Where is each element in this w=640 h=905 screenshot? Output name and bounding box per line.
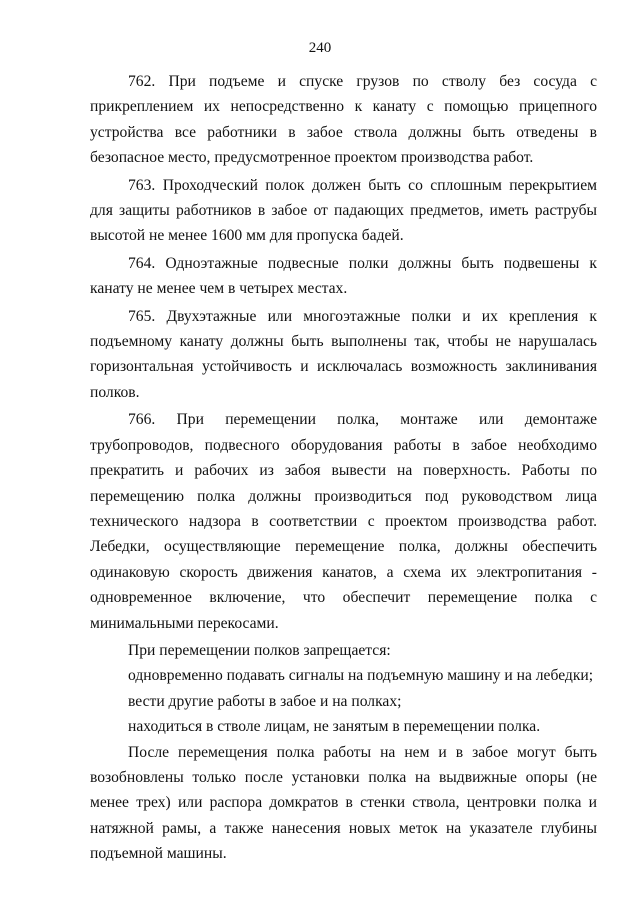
document-body	[90, 69, 597, 869]
paragraph-765: 765. Двухэтажные или многоэтажные полки и их крепления к подъемному канату должны быть выполнены так, чтобы не нарушалась горизонтальная устойчивость и исключалась возможность заклинивания полков.	[90, 307, 597, 401]
paragraph-764: 764. Одноэтажные подвесные полки должны быть подвешены к канату не менее чем в четырех местах.	[90, 254, 597, 298]
paragraph-763: 763. Проходческий полок должен быть со сплошным перекрытием для защиты работников в забое от падающих предметов, иметь раструбы высотой не менее 1600 мм для пропуска бадей.	[90, 176, 597, 245]
paragraph-762: 762. При подъеме и спуске грузов по стволу без сосуда с прикреплением их непосредственно к канату с помощью прицепного устройства все работники в забое ствола должны быть отведены в безопасное место, предусмотренное проектом производства работ.	[90, 73, 597, 167]
paragraph-766: 766. При перемещении полка, монтаже или демонтаже трубопроводов, подвесного оборудования работы в забое необходимо прекратить и рабочих из забоя вывести на поверхность. Работы по перемещению полка должны производиться под руководством лица технического надзора в соответствии с проектом производства работ. Лебедки, осуществляющие перемещение полка, должны обеспечить одинаковую скорость движения канатов, а схема их электропитания - одновременное включение, что обеспечит перемещение полка с минимальными перекосами.	[90, 411, 597, 632]
page-number: 240	[308, 40, 332, 56]
prohibition-item: находиться в стволе лицам, не занятым в перемещении полка.	[128, 718, 541, 736]
final-paragraph: После перемещения полка работы на нем и в забое могут быть возобновлены только после установки полка на выдвижные опоры (не менее трех) или распора домкратов в стенки ствола, центровки полка и натяжной рамы, а также нанесения новых меток на указателе глубины подъемной машины.	[90, 743, 597, 863]
prohibition-item: одновременно подавать сигналы на подъемную машину и на лебедки;	[128, 667, 594, 685]
prohibition-item: вести другие работы в забое и на полках;	[128, 692, 402, 710]
prohibition-intro: При перемещении полков запрещается:	[128, 641, 391, 659]
